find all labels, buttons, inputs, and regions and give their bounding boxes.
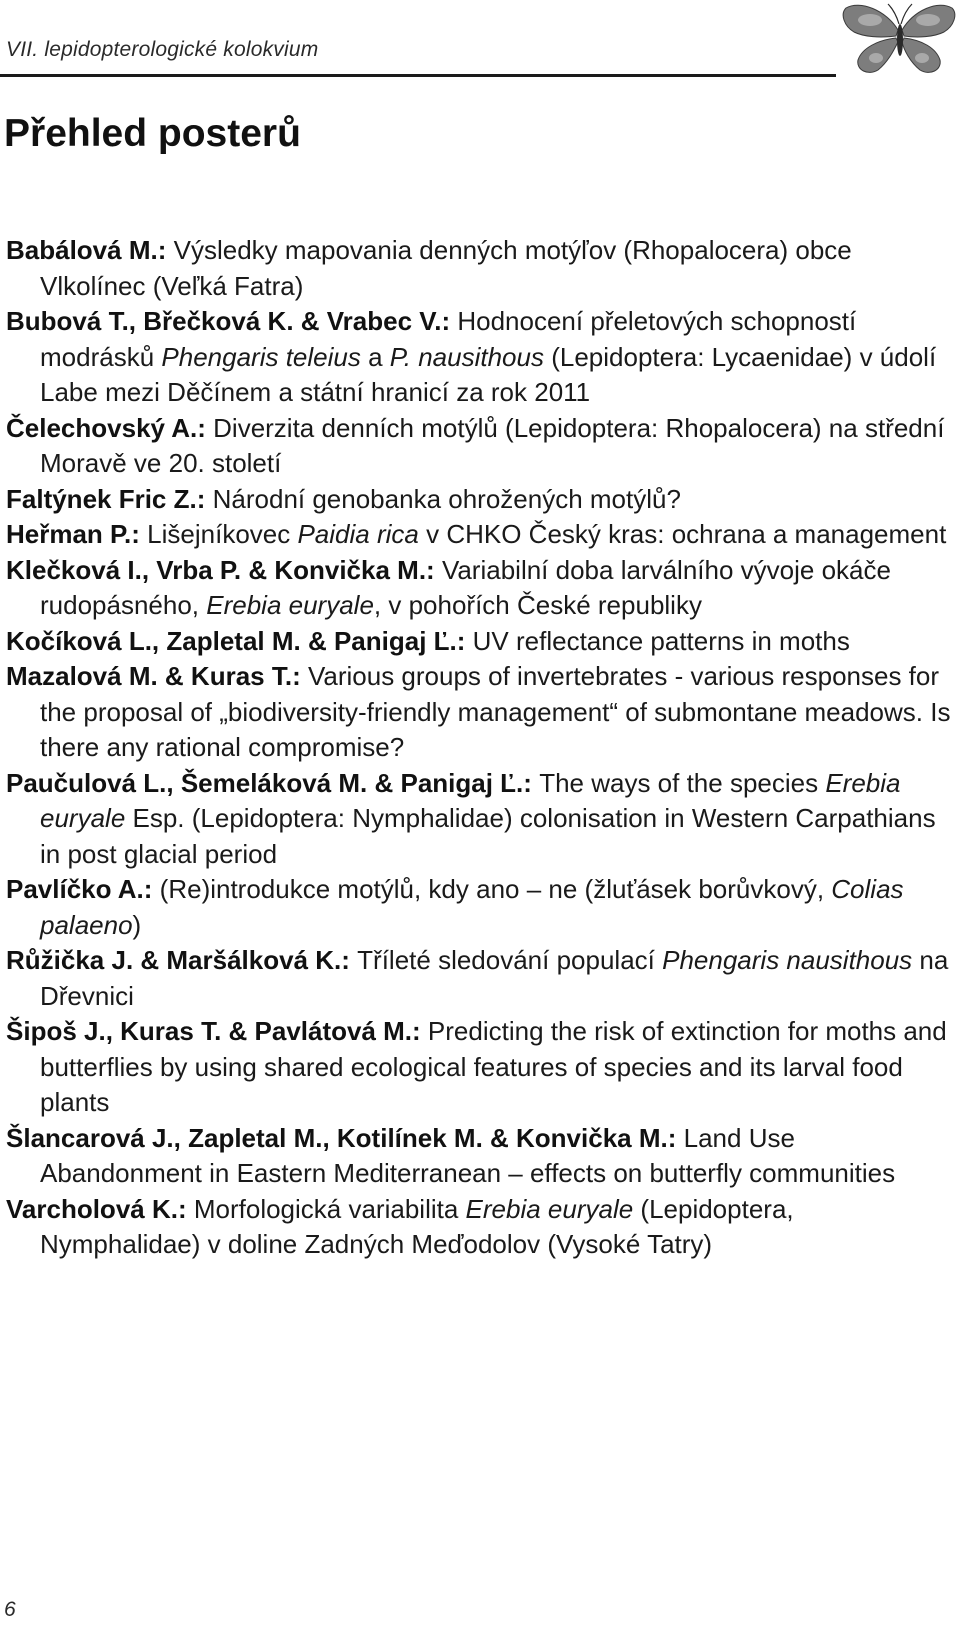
poster-entry: Kočíková L., Zapletal M. & Panigaj Ľ.: UV reflectance patterns in moths [6, 625, 850, 656]
entry-authors: Paučulová L., Šemeláková M. & Panigaj Ľ. [6, 767, 524, 798]
entry-authors: Čelechovský A. [6, 412, 198, 443]
poster-entry: Faltýnek Fric Z.: Národní genobanka ohrožených motýlů? [6, 483, 681, 514]
entry-title: UV reflectance patterns in moths [472, 625, 850, 656]
poster-list [6, 233, 956, 1263]
poster-entry: Růžička J. & Maršálková K.: Tříleté sledování populací Phengaris nausithous na Dřevnici [6, 945, 949, 1011]
entry-title: Lišejníkovec [147, 519, 298, 549]
poster-entry: Varcholová K.: Morfologická variabilita Erebia euryale (Lepidoptera, Nymphalidae) v doline Zadných Meďodolov (Vysoké Tatry) [6, 1193, 794, 1259]
page-title: Přehled posterů [4, 112, 301, 155]
entry-title: (Re)introdukce motýlů, kdy ano – ne (žluťásek borůvkový, [159, 874, 832, 904]
entry-authors: Pavlíčko A. [6, 874, 144, 904]
poster-entry: Klečková I., Vrba P. & Konvička M.: Variabilní doba larválního vývoje okáče rudopásného, Erebia euryale, v pohořích České republiky [6, 554, 891, 620]
species-name: Colias palaeno [40, 874, 904, 940]
entry-title: Diverzita denních motýlů (Lepidoptera: Rhopalocera) na střední Moravě ve 20. století [40, 412, 945, 478]
entry-authors: Klečková I., Vrba P. & Konvička M. [6, 554, 427, 585]
species-name: Erebia euryale [206, 590, 374, 620]
entry-authors: Mazalová M. & Kuras T. [6, 661, 293, 691]
species-name: Paidia rica [297, 519, 419, 549]
poster-entry: Čelechovský A.: Diverzita denních motýlů (Lepidoptera: Rhopalocera) na střední Moravě ve 20. století [6, 412, 945, 478]
species-name: P. nausithous [389, 341, 544, 372]
poster-entry: Bubová T., Břečková K. & Vrabec V.: Hodnocení přeletových schopností modrásků Phengaris teleius a P. nausithous (Lepidoptera: Lycaenidae) v údolí Labe mezi Děčínem a státní hranicí za rok 2011 [6, 306, 937, 407]
entry-title: Tříleté sledování populací [357, 945, 663, 975]
entry-title: Hodnocení přeletových schopností modrásků [40, 306, 857, 372]
poster-entry: Pavlíčko A.: (Re)introdukce motýlů, kdy ano – ne (žluťásek borůvkový, Colias palaeno) [6, 874, 904, 940]
poster-entry: Paučulová L., Šemeláková M. & Panigaj Ľ.: The ways of the species Erebia euryale Esp. (Lepidoptera: Nymphalidae) colonisation in Western Carpathians in post glacial period [6, 767, 936, 869]
entry-title: The ways of the species [539, 767, 826, 798]
poster-entry: Heřman P.: Lišejníkovec Paidia rica v CHKO Český kras: ochrana a management [6, 519, 947, 549]
entry-authors: Růžička J. & Maršálková K. [6, 945, 342, 975]
poster-entry: Šipoš J., Kuras T. & Pavlátová M.: Predicting the risk of extinction for moths and butterflies by using shared ecological features of species and its larval food plants [6, 1016, 947, 1117]
species-name: Phengaris teleius [161, 341, 361, 372]
entry-authors: Šlancarová J., Zapletal M., Kotilínek M. & Konvička M. [6, 1122, 668, 1153]
poster-entry: Mazalová M. & Kuras T.: Various groups of invertebrates - various responses for the proposal of „biodiversity-friendly management“ of submontane meadows. Is there any rational compromise? [6, 661, 951, 762]
entry-title: Variabilní doba larválního vývoje okáče rudopásného, [40, 554, 891, 620]
species-name: Phengaris nausithous [662, 945, 913, 975]
entry-title: Predicting the risk of extinction for moths and butterflies by using shared ecological features of species and its larval food plants [40, 1016, 947, 1117]
poster-entry: Babálová M.: Výsledky mapovania denných motýľov (Rhopalocera) obce Vlkolínec (Veľká Fatra) [6, 235, 852, 301]
entry-title: Výsledky mapovania denných motýľov (Rhopalocera) obce Vlkolínec (Veľká Fatra) [40, 235, 852, 301]
entry-authors: Šipoš J., Kuras T. & Pavlátová M. [6, 1016, 413, 1046]
entry-authors: Bubová T., Břečková K. & Vrabec V. [6, 306, 442, 336]
entry-authors: Kočíková L., Zapletal M. & Panigaj Ľ. [6, 625, 457, 656]
entry-title: Národní genobanka ohrožených motýlů? [212, 483, 681, 514]
entry-authors: Faltýnek Fric Z. [6, 483, 197, 514]
entry-authors: Babálová M. [6, 235, 158, 265]
page-number: 6 [4, 1598, 16, 1621]
species-name: Erebia euryale [465, 1193, 634, 1224]
entry-title: Various groups of invertebrates - various responses for the proposal of „biodiversity-friendly management“ of submontane meadows. Is there any rational compromise? [40, 661, 951, 762]
butterfly-icon [838, 0, 960, 80]
entry-authors: Heřman P. [6, 519, 132, 549]
entry-title: Land Use Abandonment in Eastern Mediterranean – effects on butterfly communities [40, 1122, 896, 1188]
entry-title: Morfologická variabilita [193, 1193, 466, 1224]
header-rule [0, 74, 836, 77]
species-name: Erebia euryale [40, 767, 901, 833]
running-title: VII. lepidopterologické kolokvium [6, 38, 319, 61]
page-header [0, 0, 960, 80]
entry-authors: Varcholová K. [6, 1193, 178, 1224]
poster-entry: Šlancarová J., Zapletal M., Kotilínek M. & Konvička M.: Land Use Abandonment in Eastern Mediterranean – effects on butterfly communities [6, 1122, 896, 1188]
